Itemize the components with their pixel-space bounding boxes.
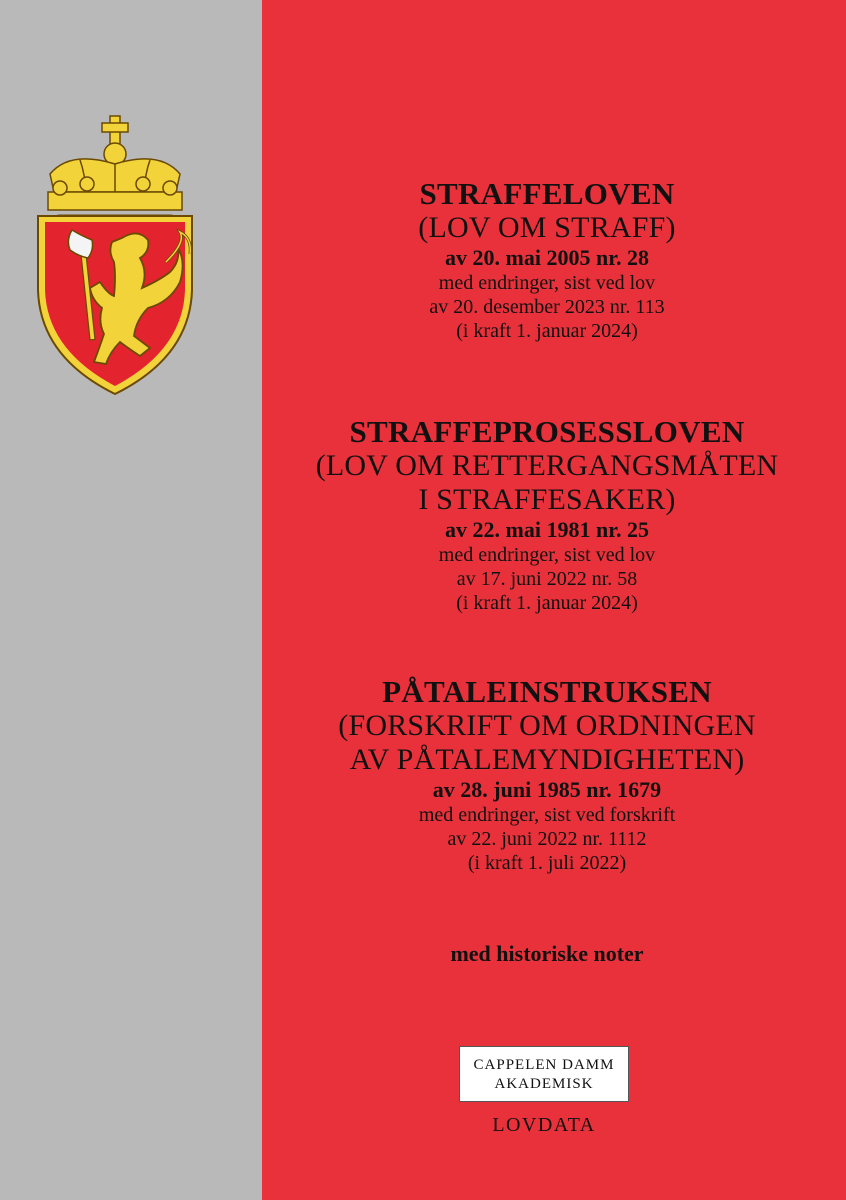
- section-subtitle: I STRAFFESAKER): [418, 483, 676, 516]
- section-info-line: (i kraft 1. juli 2022): [467, 852, 627, 874]
- section-subtitle: (LOV OM STRAFF): [418, 211, 676, 244]
- section-info-line: med endringer, sist ved forskrift: [418, 804, 676, 826]
- section-pataleinstruksen: [282, 674, 812, 875]
- publisher-name-line1: CAPPELEN DAMM: [473, 1057, 615, 1073]
- publisher-logo: [459, 1046, 629, 1102]
- section-info-line: av 20. desember 2023 nr. 113: [429, 296, 665, 318]
- section-info-line: (i kraft 1. januar 2024): [456, 320, 638, 342]
- publisher-name-line2: AKADEMISK: [494, 1076, 594, 1092]
- section-date: av 20. mai 2005 nr. 28: [445, 245, 649, 270]
- historical-notes-label: med historiske noter: [450, 941, 644, 966]
- section-subtitle: (FORSKRIFT OM ORDNINGEN: [338, 709, 756, 742]
- lovdata-footer: LOVDATA: [492, 1114, 596, 1136]
- section-straffeprosessloven: [282, 414, 812, 615]
- section-info-line: av 22. juni 2022 nr. 1112: [447, 828, 647, 850]
- section-subtitle: AV PÅTALEMYNDIGHETEN): [349, 743, 745, 776]
- section-title: STRAFFEPROSESSLOVEN: [349, 414, 745, 449]
- section-info-line: med endringer, sist ved lov: [438, 544, 656, 566]
- section-date: av 28. juni 1985 nr. 1679: [432, 777, 662, 802]
- section-info-line: med endringer, sist ved lov: [438, 272, 656, 294]
- section-info-line: av 17. juni 2022 nr. 58: [456, 568, 638, 590]
- section-info-line: (i kraft 1. januar 2024): [456, 592, 638, 614]
- section-subtitle: (LOV OM RETTERGANGSMÅTEN: [315, 449, 779, 482]
- section-title: STRAFFELOVEN: [419, 176, 675, 211]
- section-date: av 22. mai 1981 nr. 25: [445, 517, 649, 542]
- norwegian-coat-of-arms-icon: [30, 112, 200, 397]
- section-title: PÅTALEINSTRUKSEN: [382, 674, 712, 709]
- section-straffeloven: [282, 176, 812, 343]
